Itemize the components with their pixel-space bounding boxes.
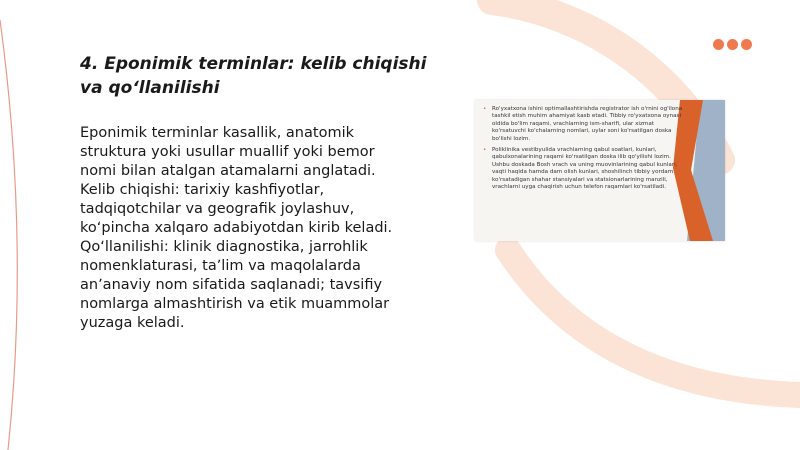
lower-ring-arc: [508, 250, 800, 395]
slide-body-text: Eponimik terminlar kasallik, anatomik struktura yoki usullar muallif yoki bemor nomi bilan atalgan atamalarni anglatadi. Kelib chiqishi: tarixiy kashfiyotlar, tadqiqotchilar va geografik joylashuv, koʻpincha xalqaro adabiyotdan kirib keladi. Qoʻllanilishi: klinik diagnostika, jarrohlik nomenklaturasi, taʼlim va maqolalarda anʼanaviy nom sifatida saqlanadi; tavsifiy nomlarga almashtirish va etik muammolar yuzaga keladi.: [80, 125, 393, 331]
three-dots-icon: [713, 39, 752, 50]
left-edge-line: [0, 20, 17, 450]
list-item: [483, 147, 688, 191]
embedded-slide-thumbnail: [475, 100, 725, 241]
list-item: [483, 106, 688, 143]
dot-icon: [741, 39, 752, 50]
list-item-text: Poliklinika vestibyulida vrachlarning qabul soatlari, kunlari, qabulxonalarining raqami ko'rsatilgan doska ilib qo'yilishi lozim. Ushbu doskada Bosh vrach va uning muovinlarining qabul kunlari, vaqti haqida hamda dam olish kunlari, shoshilinch tibbiy yordam ko'rsatadigan shahar stansiyalari va statsionarlarining manzili, vrachlarni uyga chaqirish uchun telefon raqamlari ko'rsatiladi.: [492, 147, 678, 191]
bullet-icon: •: [483, 106, 487, 112]
dot-icon: [713, 39, 724, 50]
slide-title: 4. Eponimik terminlar: kelib chiqishi va qoʻllanilishi: [80, 54, 427, 98]
list-item-text: Ro'yxatxona ishini optimallashtirishda registrator ish o'rnini og'ilona tashkil etish muhim ahamiyat kasb etadi. Tibbiy ro'yxatxona oynasi oldida bo'lim raqami, vrachlarning ism-sharifi, ular xizmat ko'rsatuvchi ko'chalarning nomlari, uylar soni ko'rsatilgan doska bo'lishi lozim.: [492, 106, 683, 142]
dot-icon: [727, 39, 738, 50]
bullet-icon: •: [483, 147, 487, 154]
thumbnail-bullet-list: [483, 106, 688, 195]
